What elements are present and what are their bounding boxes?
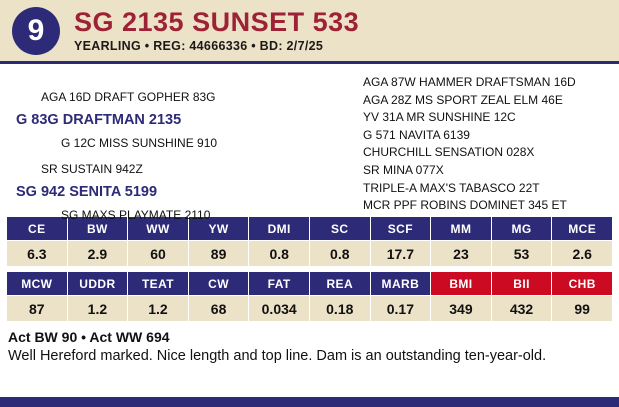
great-grandparent: TRIPLE-A MAX'S TABASCO 22T	[363, 180, 540, 195]
epd-header-cell: MARB	[370, 272, 431, 296]
lot-number-badge: 9	[12, 7, 60, 55]
bottom-bar	[0, 397, 619, 407]
epd-value-cell: 68	[188, 296, 249, 322]
epd-value-cell: 0.18	[309, 296, 370, 322]
epd-header-cell: REA	[309, 272, 370, 296]
epd-header-cell: MCE	[552, 217, 613, 241]
epd-header-cell: TEAT	[128, 272, 189, 296]
sire-granddam: G 12C MISS SUNSHINE 910	[61, 136, 218, 150]
epd-header-cell: UDDR	[67, 272, 128, 296]
dam-grandsire: SR SUSTAIN 942Z	[41, 162, 143, 176]
epd-header-cell: BW	[67, 217, 128, 241]
epd-value-cell: 6.3	[7, 241, 68, 267]
epd-table-row1	[6, 216, 613, 267]
epd-value-cell: 0.17	[370, 296, 431, 322]
great-grandparent: AGA 87W HAMMER DRAFTSMAN 16D	[363, 75, 576, 89]
epd-value-cell: 2.6	[552, 241, 613, 267]
lot-header	[0, 0, 619, 64]
epd-header-cell: SCF	[370, 217, 431, 241]
epd-header-cell: DMI	[249, 217, 310, 241]
pedigree-parents	[8, 70, 363, 222]
header-text-block	[74, 8, 359, 53]
notes-section	[0, 322, 619, 366]
epd-value-cell: 0.034	[249, 296, 310, 322]
epd-value-row-2	[7, 296, 613, 322]
epd-header-cell: CE	[7, 217, 68, 241]
epd-header-cell: MG	[491, 217, 552, 241]
animal-details: YEARLING • REG: 44666336 • BD: 2/7/25	[74, 39, 324, 54]
epd-value-cell: 349	[431, 296, 492, 322]
epd-header-cell: CHB	[552, 272, 613, 296]
epd-value-cell: 0.8	[309, 241, 370, 267]
epd-value-cell: 17.7	[370, 241, 431, 267]
epd-value-cell: 2.9	[67, 241, 128, 267]
pedigree-grandparents	[363, 70, 611, 216]
actual-weights: Act BW 90 • Act WW 694	[8, 329, 170, 345]
epd-header-row-2	[7, 272, 613, 296]
epd-header-cell: BMI	[431, 272, 492, 296]
epd-value-cell: 1.2	[67, 296, 128, 322]
epd-header-cell: WW	[128, 217, 189, 241]
epd-value-cell: 1.2	[128, 296, 189, 322]
epd-header-cell: MM	[431, 217, 492, 241]
epd-header-cell: SC	[309, 217, 370, 241]
dam-name: SG 942 SENITA 5199	[16, 184, 158, 200]
sire-grandsire: AGA 16D DRAFT GOPHER 83G	[41, 90, 216, 104]
great-grandparent: MCR PPF ROBINS DOMINET 345 ET	[363, 198, 567, 213]
epd-value-cell: 89	[188, 241, 249, 267]
great-grandparent: YV 31A MR SUNSHINE 12C	[363, 110, 516, 125]
epd-value-row-1	[7, 241, 613, 267]
epd-table-row2	[6, 271, 613, 322]
epd-header-cell: BII	[491, 272, 552, 296]
great-grandparent: AGA 28Z MS SPORT ZEAL ELM 46E	[363, 92, 563, 107]
epd-header-cell: MCW	[7, 272, 68, 296]
epd-value-cell: 99	[552, 296, 613, 322]
epd-value-cell: 432	[491, 296, 552, 322]
epd-header-cell: FAT	[249, 272, 310, 296]
lot-comment: Well Hereford marked. Nice length and top line. Dam is an outstanding ten-year-old.	[8, 348, 547, 364]
great-grandparent: CHURCHILL SENSATION 028X	[363, 145, 535, 160]
great-grandparent: SR MINA 077X	[363, 162, 444, 177]
epd-value-cell: 0.8	[249, 241, 310, 267]
great-grandparent: G 571 NAVITA 6139	[363, 127, 470, 142]
epd-value-cell: 53	[491, 241, 552, 267]
epd-value-cell: 60	[128, 241, 189, 267]
epd-section	[0, 216, 619, 322]
pedigree-section	[0, 64, 619, 222]
dam-granddam: SG MAXS PLAYMATE 2110	[61, 208, 211, 222]
epd-header-cell: CW	[188, 272, 249, 296]
animal-name: SG 2135 SUNSET 533	[74, 6, 360, 37]
sire-name: G 83G DRAFTMAN 2135	[16, 112, 182, 128]
epd-value-cell: 87	[7, 296, 68, 322]
epd-header-cell: YW	[188, 217, 249, 241]
epd-value-cell: 23	[431, 241, 492, 267]
